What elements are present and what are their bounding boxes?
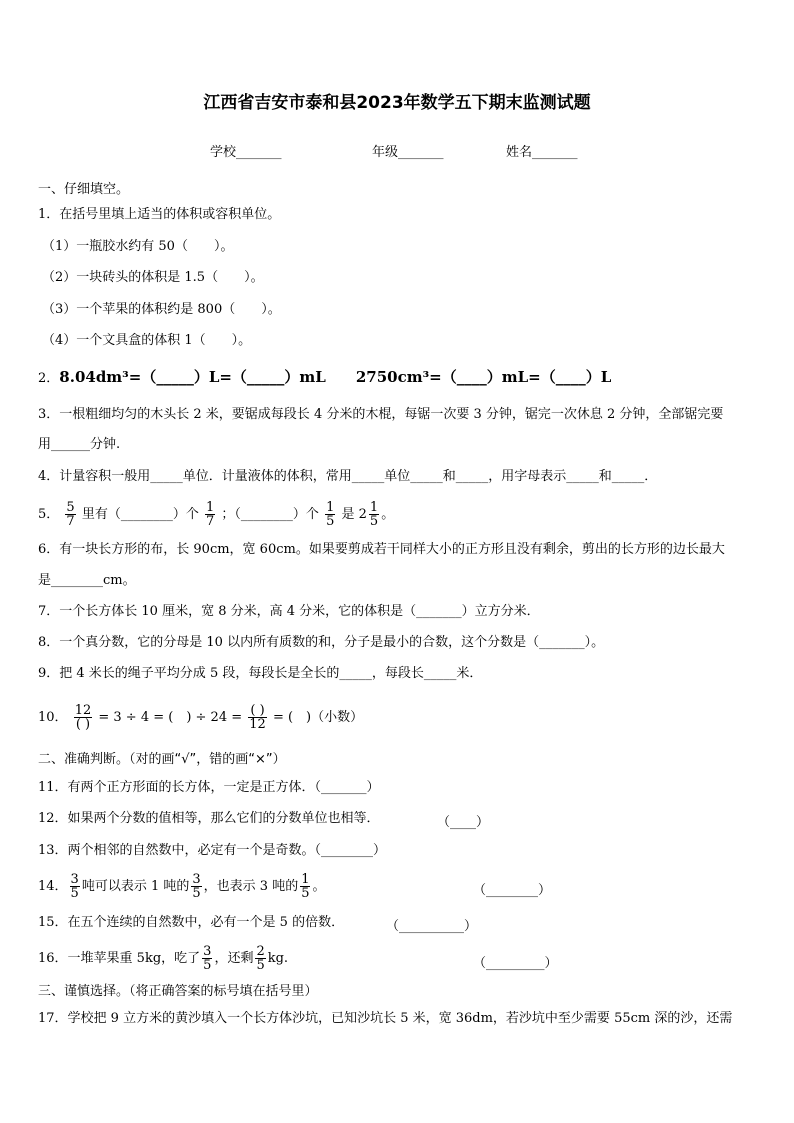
question-number: 5． (38, 507, 60, 522)
question-1-3: （3）一个苹果的体积约是 800（ ）。 (42, 302, 281, 317)
fraction: $\frac{1}{5}$ (326, 500, 335, 529)
fraction: $\frac{12}{( )}$ (74, 703, 92, 732)
question-3-line1: 3．一根粗细均匀的木头长 2 米，要锯成每段长 4 分米的木棍，每锯一次要 3 分钟，锯完一次休息 2 分钟，全部锯完要 (38, 407, 724, 422)
question-16 (38, 941, 288, 977)
question-9: 9．把 4 米长的绳子平均分成 5 段，每段长是全长的_____，每段长_____米． (38, 666, 483, 681)
answer-blank: （____） (437, 815, 490, 830)
fraction: $\frac{1}{5}$ (369, 500, 379, 529)
question-12: 12．如果两个分数的值相等，那么它们的分数单位也相等． (38, 811, 380, 826)
question-16-text: kg. (267, 951, 289, 966)
question-16-text: ，还剩 (214, 951, 254, 966)
question-14-text: 吨可以表示 1 吨的 (81, 879, 190, 894)
question-14 (38, 869, 326, 905)
question-5-text: ；（________）个 (221, 507, 319, 522)
question-14-text: ，也表示 3 吨的 (203, 879, 299, 894)
fraction: $\frac{( )}{12}$ (249, 703, 266, 732)
question-number: 14． (38, 879, 68, 894)
question-1: 1．在括号里填上适当的体积或容积单位。 (38, 207, 281, 222)
question-1-4: （4）一个文具盒的体积 1（ ）。 (42, 333, 252, 348)
question-6-line1: 6．有一块长方形的布，长 90cm，宽 60cm。如果要剪成若干同样大小的正方形且没有剩余，剪出的长方形的边长最大 (38, 542, 725, 557)
question-5-text: 里有（________）个 (81, 507, 199, 522)
question-2-text: 8.04dm³=（_____）L=（_____）mL 2750cm³=（____）mL=（____）L (59, 368, 612, 386)
grade-field: 年级_______ (372, 145, 444, 160)
answer-blank: （_________） (473, 956, 558, 971)
question-number: 2． (38, 371, 60, 386)
fraction: $\frac{1}{5}$ (301, 872, 310, 901)
section-heading-choice: 三、谨慎选择。（将正确答案的标号填在括号里） (38, 984, 318, 999)
section-heading-fill-in: 一、仔细填空。 (38, 182, 130, 197)
question-7: 7．一个长方体长 10 厘米，宽 8 分米，高 4 分米，它的体积是（_______）立方分米． (38, 604, 540, 619)
question-11: 11．有两个正方形面的长方体，一定是正方体．（_______） (38, 780, 380, 795)
fraction: $\frac{3}{5}$ (203, 944, 212, 973)
question-5-text: 。 (381, 507, 395, 522)
question-3-line2: 用______分钟. (38, 437, 121, 452)
question-10-text: = ( )（小数） (272, 710, 364, 725)
question-15: 15．在五个连续的自然数中，必有一个是 5 的倍数． (38, 915, 345, 930)
section-heading-judge: 二、准确判断。（对的画“√”，错的画“×”） (38, 752, 286, 767)
page-title: 江西省吉安市泰和县2023年数学五下期末监测试题 (203, 93, 591, 113)
question-number: 10． (38, 710, 68, 725)
question-10-text: = 3 ÷ 4 = ( ) ÷ 24 = (98, 710, 243, 725)
fraction: $\frac{1}{7}$ (206, 500, 215, 529)
answer-blank: （________） (473, 883, 552, 898)
question-number: 16． (38, 951, 68, 966)
question-17: 17．学校把 9 立方米的黄沙填入一个长方体沙坑，已知沙坑长 5 米，宽 36dm，若沙坑中至少需要 55cm 深的沙，还需 (38, 1011, 733, 1026)
fraction: $\frac{5}{7}$ (66, 500, 75, 529)
question-5-text: 是 2 (341, 507, 367, 522)
question-5 (38, 497, 394, 533)
fraction: $\frac{2}{5}$ (256, 944, 265, 973)
question-6-line2: 是________cm。 (38, 573, 136, 588)
question-4: 4．计量容积一般用_____单位．计量液体的体积，常用_____单位_____和_____，用字母表示_____和_____． (38, 469, 658, 484)
fraction: $\frac{3}{5}$ (70, 872, 79, 901)
question-13: 13．两个相邻的自然数中，必定有一个是奇数。（________） (38, 843, 387, 858)
question-1-1: （1）一瓶胶水约有 50（ ）。 (42, 239, 234, 254)
question-1-2: （2）一块砖头的体积是 1.5（ ）。 (42, 270, 264, 285)
question-2 (38, 369, 611, 387)
question-16-text: 一堆苹果重 5kg，吃了 (67, 951, 201, 966)
answer-blank: （__________） (386, 919, 478, 934)
question-10 (38, 700, 363, 736)
question-8: 8．一个真分数，它的分母是 10 以内所有质数的和，分子是最小的合数，这个分数是（_______）。 (38, 635, 605, 650)
question-14-text: 。 (312, 879, 326, 894)
school-field: 学校_______ (210, 145, 282, 160)
fraction: $\frac{3}{5}$ (192, 872, 201, 901)
name-field: 姓名_______ (506, 145, 578, 160)
